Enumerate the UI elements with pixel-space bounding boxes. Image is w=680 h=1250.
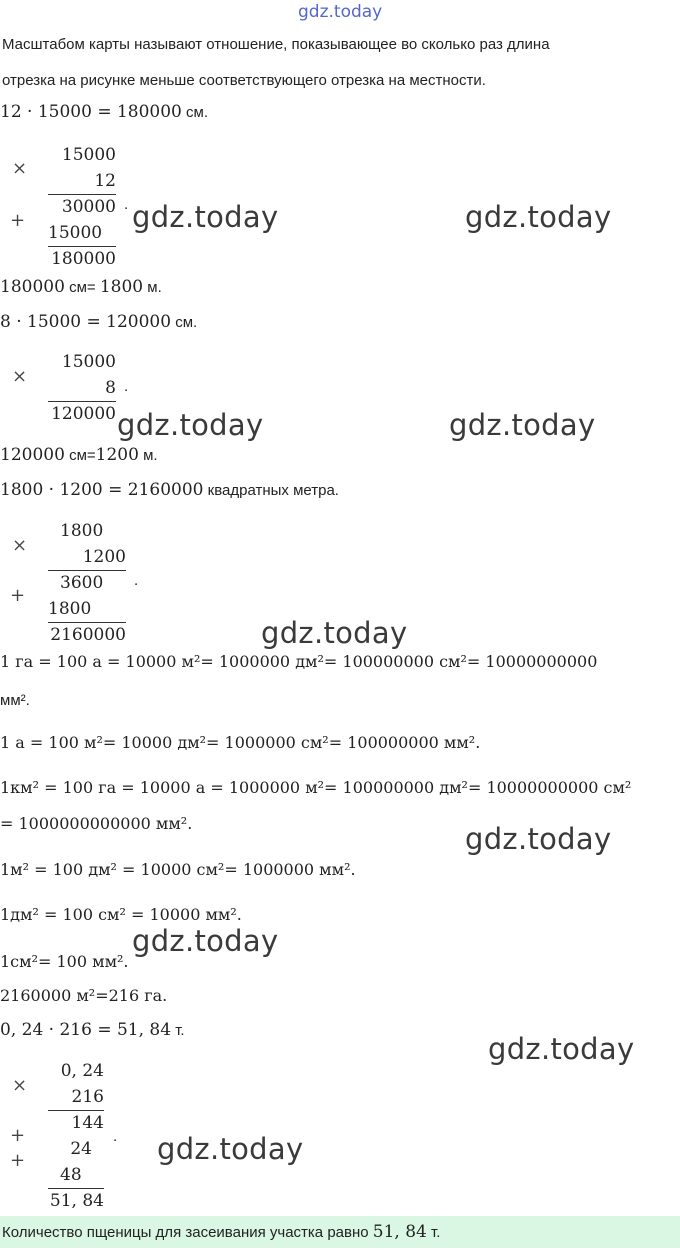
watermark: gdz.today <box>488 1032 635 1066</box>
equation-3: 1800 · 1200 = 2160000 квадратных метра. <box>0 480 339 500</box>
dot: . <box>134 572 139 589</box>
conversion-1: 180000 см= 1800 м. <box>0 277 162 297</box>
units-dm-line: 1дм² = 100 см² = 10000 мм². <box>0 905 242 924</box>
dot: . <box>124 378 129 395</box>
calc-row: 51, 84 <box>48 1188 104 1214</box>
equation-2: 8 · 15000 = 120000 см. <box>0 312 198 332</box>
calc-row: 12 <box>94 171 116 191</box>
answer-text: Количество пщеницы для засеивания участка равно <box>2 1224 373 1241</box>
calc-column-1 <box>48 142 116 272</box>
units-hectare-line-1: 1 га = 100 а = 10000 м²= 1000000 дм²= 100000000 см²= 10000000000 <box>0 652 598 671</box>
watermark: gdz.today <box>449 408 596 442</box>
watermark: gdz.today <box>132 200 279 234</box>
answer-unit: т. <box>426 1224 441 1241</box>
multiply-sign: × <box>12 158 28 179</box>
calc-column-2 <box>48 349 116 427</box>
watermark: gdz.today <box>132 924 279 958</box>
plus-sign: + <box>10 585 26 606</box>
calc-row: 15000 <box>48 223 103 243</box>
units-are-line: 1 а = 100 м²= 10000 дм²= 1000000 см²= 100000000 мм². <box>0 733 481 752</box>
calc-row: 24 <box>70 1139 92 1159</box>
calc-row: 1200 <box>82 547 126 567</box>
calc-row: 15000 <box>61 352 116 372</box>
dot: . <box>124 196 129 213</box>
equation-4: 0, 24 · 216 = 51, 84 т. <box>0 1020 185 1040</box>
calc-row: 1800 <box>48 599 92 619</box>
calc-row: 2160000 <box>48 622 126 648</box>
units-m-line: 1м² = 100 дм² = 10000 см²= 1000000 мм². <box>0 860 356 879</box>
watermark: gdz.today <box>465 822 612 856</box>
plus-sign: + <box>10 1150 26 1171</box>
intro-line-1: Масштабом карты называют отношение, показывающее во сколько раз длина <box>2 36 550 53</box>
conversion-3: 2160000 м²=216 га. <box>0 986 168 1005</box>
top-watermark: gdz.today <box>298 2 383 22</box>
answer-value: 51, 84 <box>372 1222 427 1242</box>
conversion-2: 120000 см=1200 м. <box>0 445 158 465</box>
calc-row: 1800 <box>60 521 104 541</box>
watermark: gdz.today <box>465 200 612 234</box>
answer-box <box>0 1216 680 1248</box>
units-km-line-2: = 1000000000000 мм². <box>0 814 193 833</box>
multiply-sign: × <box>12 535 28 556</box>
calc-row: 3600 <box>48 570 126 596</box>
calc-column-4 <box>48 1058 104 1214</box>
watermark: gdz.today <box>117 408 264 442</box>
calc-row: 0, 24 <box>60 1061 104 1081</box>
units-cm-line: 1см²= 100 мм². <box>0 952 129 971</box>
calc-row: 8 <box>105 378 116 398</box>
calc-row: 120000 <box>48 401 116 427</box>
watermark: gdz.today <box>157 1132 304 1166</box>
calc-row: 30000 <box>48 194 116 220</box>
dot: . <box>113 1128 118 1145</box>
plus-sign: + <box>10 210 26 231</box>
calc-row: 144 <box>48 1110 104 1136</box>
equation-1: 12 · 15000 = 180000 см. <box>0 102 209 122</box>
calc-row: 15000 <box>61 145 116 165</box>
watermark: gdz.today <box>261 616 408 650</box>
calc-row: 180000 <box>48 246 116 272</box>
calc-column-3 <box>48 518 126 648</box>
calc-row: 48 <box>60 1165 82 1185</box>
intro-line-2: отрезка на рисунке меньше соответствующего отрезка на местности. <box>2 72 486 89</box>
units-km-line-1: 1км² = 100 га = 10000 а = 1000000 м²= 100000000 дм²= 10000000000 см² <box>0 778 632 797</box>
multiply-sign: × <box>12 366 28 387</box>
units-hectare-line-2: мм². <box>0 692 30 709</box>
multiply-sign: × <box>12 1075 28 1096</box>
plus-sign: + <box>10 1125 26 1146</box>
calc-row: 216 <box>71 1087 104 1107</box>
